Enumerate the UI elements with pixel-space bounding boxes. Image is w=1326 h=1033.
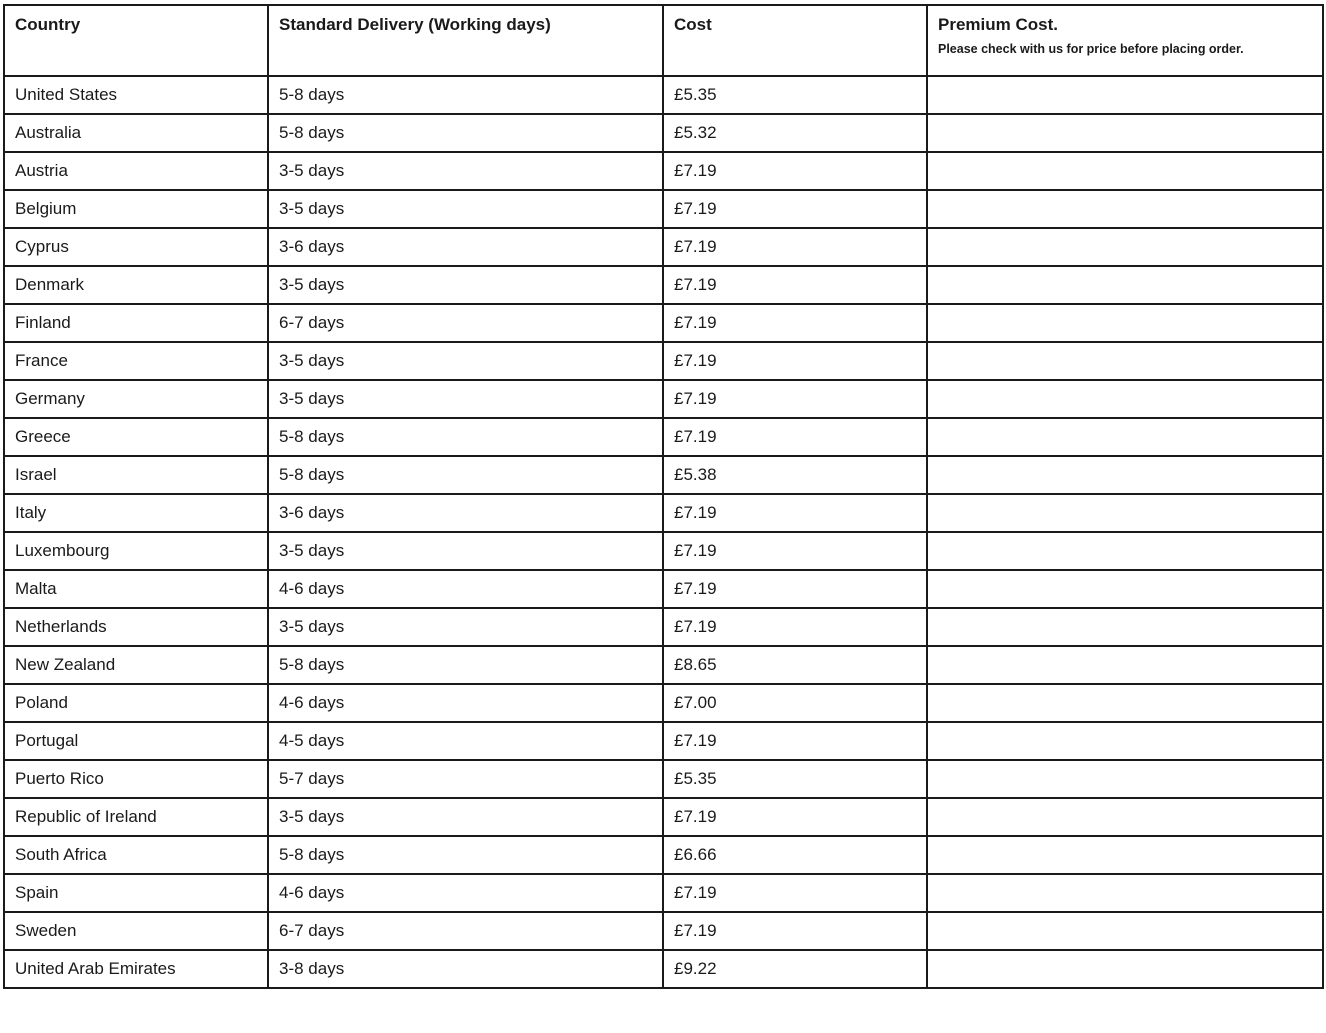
table-row xyxy=(4,950,1323,988)
premium-cost-cell xyxy=(927,836,1323,874)
country-cell: France xyxy=(4,342,268,380)
table-header xyxy=(4,5,1323,76)
delivery-cell: 6-7 days xyxy=(268,912,663,950)
cost-cell: £7.19 xyxy=(663,494,927,532)
cost-cell: £7.19 xyxy=(663,342,927,380)
country-cell: Poland xyxy=(4,684,268,722)
premium-cost-cell xyxy=(927,646,1323,684)
premium-cost-cell xyxy=(927,722,1323,760)
country-cell: Australia xyxy=(4,114,268,152)
delivery-cell: 3-6 days xyxy=(268,494,663,532)
delivery-cell: 5-8 days xyxy=(268,646,663,684)
delivery-cell: 6-7 days xyxy=(268,304,663,342)
table-row xyxy=(4,304,1323,342)
cost-cell: £5.32 xyxy=(663,114,927,152)
delivery-cell: 3-5 days xyxy=(268,532,663,570)
table-row xyxy=(4,228,1323,266)
premium-cost-cell xyxy=(927,228,1323,266)
table-row xyxy=(4,266,1323,304)
header-country: Country xyxy=(4,5,268,76)
country-cell: Portugal xyxy=(4,722,268,760)
country-cell: Spain xyxy=(4,874,268,912)
cost-cell: £7.19 xyxy=(663,266,927,304)
header-premium-note: Please check with us for price before placing order. xyxy=(938,42,1244,56)
delivery-cell: 5-8 days xyxy=(268,456,663,494)
country-cell: Puerto Rico xyxy=(4,760,268,798)
premium-cost-cell xyxy=(927,114,1323,152)
country-cell: Greece xyxy=(4,418,268,456)
country-cell: Malta xyxy=(4,570,268,608)
cost-cell: £7.19 xyxy=(663,798,927,836)
header-premium-cost xyxy=(927,5,1323,76)
table-row xyxy=(4,912,1323,950)
cost-cell: £7.00 xyxy=(663,684,927,722)
delivery-cell: 3-5 days xyxy=(268,380,663,418)
delivery-cell: 5-8 days xyxy=(268,418,663,456)
delivery-cell: 3-5 days xyxy=(268,190,663,228)
country-cell: New Zealand xyxy=(4,646,268,684)
premium-cost-cell xyxy=(927,266,1323,304)
delivery-cell: 3-5 days xyxy=(268,798,663,836)
country-cell: United Arab Emirates xyxy=(4,950,268,988)
table-row xyxy=(4,494,1323,532)
premium-cost-cell xyxy=(927,456,1323,494)
table-row xyxy=(4,418,1323,456)
cost-cell: £7.19 xyxy=(663,912,927,950)
country-cell: Belgium xyxy=(4,190,268,228)
country-cell: United States xyxy=(4,76,268,114)
cost-cell: £7.19 xyxy=(663,418,927,456)
premium-cost-cell xyxy=(927,608,1323,646)
table-body xyxy=(4,76,1323,988)
header-cost: Cost xyxy=(663,5,927,76)
premium-cost-cell xyxy=(927,380,1323,418)
delivery-cell: 5-8 days xyxy=(268,836,663,874)
table-row xyxy=(4,456,1323,494)
country-cell: Denmark xyxy=(4,266,268,304)
delivery-cell: 3-5 days xyxy=(268,608,663,646)
shipping-table xyxy=(3,4,1324,989)
table-row xyxy=(4,380,1323,418)
table-row xyxy=(4,684,1323,722)
country-cell: Republic of Ireland xyxy=(4,798,268,836)
table-row xyxy=(4,646,1323,684)
country-cell: Austria xyxy=(4,152,268,190)
premium-cost-cell xyxy=(927,912,1323,950)
premium-cost-cell xyxy=(927,684,1323,722)
cost-cell: £7.19 xyxy=(663,874,927,912)
cost-cell: £5.35 xyxy=(663,760,927,798)
cost-cell: £5.35 xyxy=(663,76,927,114)
header-standard-delivery: Standard Delivery (Working days) xyxy=(268,5,663,76)
table-row xyxy=(4,722,1323,760)
country-cell: Cyprus xyxy=(4,228,268,266)
country-cell: Finland xyxy=(4,304,268,342)
premium-cost-cell xyxy=(927,190,1323,228)
delivery-cell: 4-6 days xyxy=(268,874,663,912)
delivery-cell: 5-7 days xyxy=(268,760,663,798)
premium-cost-cell xyxy=(927,304,1323,342)
table-row xyxy=(4,114,1323,152)
cost-cell: £9.22 xyxy=(663,950,927,988)
delivery-cell: 3-5 days xyxy=(268,342,663,380)
delivery-cell: 4-5 days xyxy=(268,722,663,760)
premium-cost-cell xyxy=(927,418,1323,456)
country-cell: South Africa xyxy=(4,836,268,874)
table-row xyxy=(4,152,1323,190)
table-row xyxy=(4,342,1323,380)
table-row xyxy=(4,760,1323,798)
cost-cell: £7.19 xyxy=(663,228,927,266)
country-cell: Italy xyxy=(4,494,268,532)
table-row xyxy=(4,874,1323,912)
premium-cost-cell xyxy=(927,760,1323,798)
delivery-cell: 5-8 days xyxy=(268,76,663,114)
premium-cost-cell xyxy=(927,76,1323,114)
country-cell: Sweden xyxy=(4,912,268,950)
table-row xyxy=(4,836,1323,874)
cost-cell: £8.65 xyxy=(663,646,927,684)
premium-cost-cell xyxy=(927,532,1323,570)
cost-cell: £7.19 xyxy=(663,722,927,760)
country-cell: Netherlands xyxy=(4,608,268,646)
delivery-cell: 3-5 days xyxy=(268,152,663,190)
table-row xyxy=(4,570,1323,608)
header-row xyxy=(4,5,1323,76)
delivery-cell: 3-6 days xyxy=(268,228,663,266)
table-row xyxy=(4,76,1323,114)
premium-cost-cell xyxy=(927,152,1323,190)
delivery-cell: 5-8 days xyxy=(268,114,663,152)
table-row xyxy=(4,798,1323,836)
cost-cell: £7.19 xyxy=(663,152,927,190)
cost-cell: £7.19 xyxy=(663,532,927,570)
delivery-cell: 4-6 days xyxy=(268,684,663,722)
premium-cost-cell xyxy=(927,950,1323,988)
cost-cell: £7.19 xyxy=(663,190,927,228)
premium-cost-cell xyxy=(927,494,1323,532)
cost-cell: £7.19 xyxy=(663,380,927,418)
header-premium-cost-label: Premium Cost. xyxy=(938,15,1058,34)
country-cell: Luxembourg xyxy=(4,532,268,570)
delivery-cell: 4-6 days xyxy=(268,570,663,608)
premium-cost-cell xyxy=(927,570,1323,608)
table-row xyxy=(4,532,1323,570)
delivery-cell: 3-8 days xyxy=(268,950,663,988)
cost-cell: £5.38 xyxy=(663,456,927,494)
cost-cell: £7.19 xyxy=(663,608,927,646)
premium-cost-cell xyxy=(927,874,1323,912)
cost-cell: £7.19 xyxy=(663,570,927,608)
country-cell: Germany xyxy=(4,380,268,418)
cost-cell: £6.66 xyxy=(663,836,927,874)
premium-cost-cell xyxy=(927,798,1323,836)
table-row xyxy=(4,608,1323,646)
country-cell: Israel xyxy=(4,456,268,494)
delivery-cell: 3-5 days xyxy=(268,266,663,304)
premium-cost-cell xyxy=(927,342,1323,380)
table-row xyxy=(4,190,1323,228)
cost-cell: £7.19 xyxy=(663,304,927,342)
